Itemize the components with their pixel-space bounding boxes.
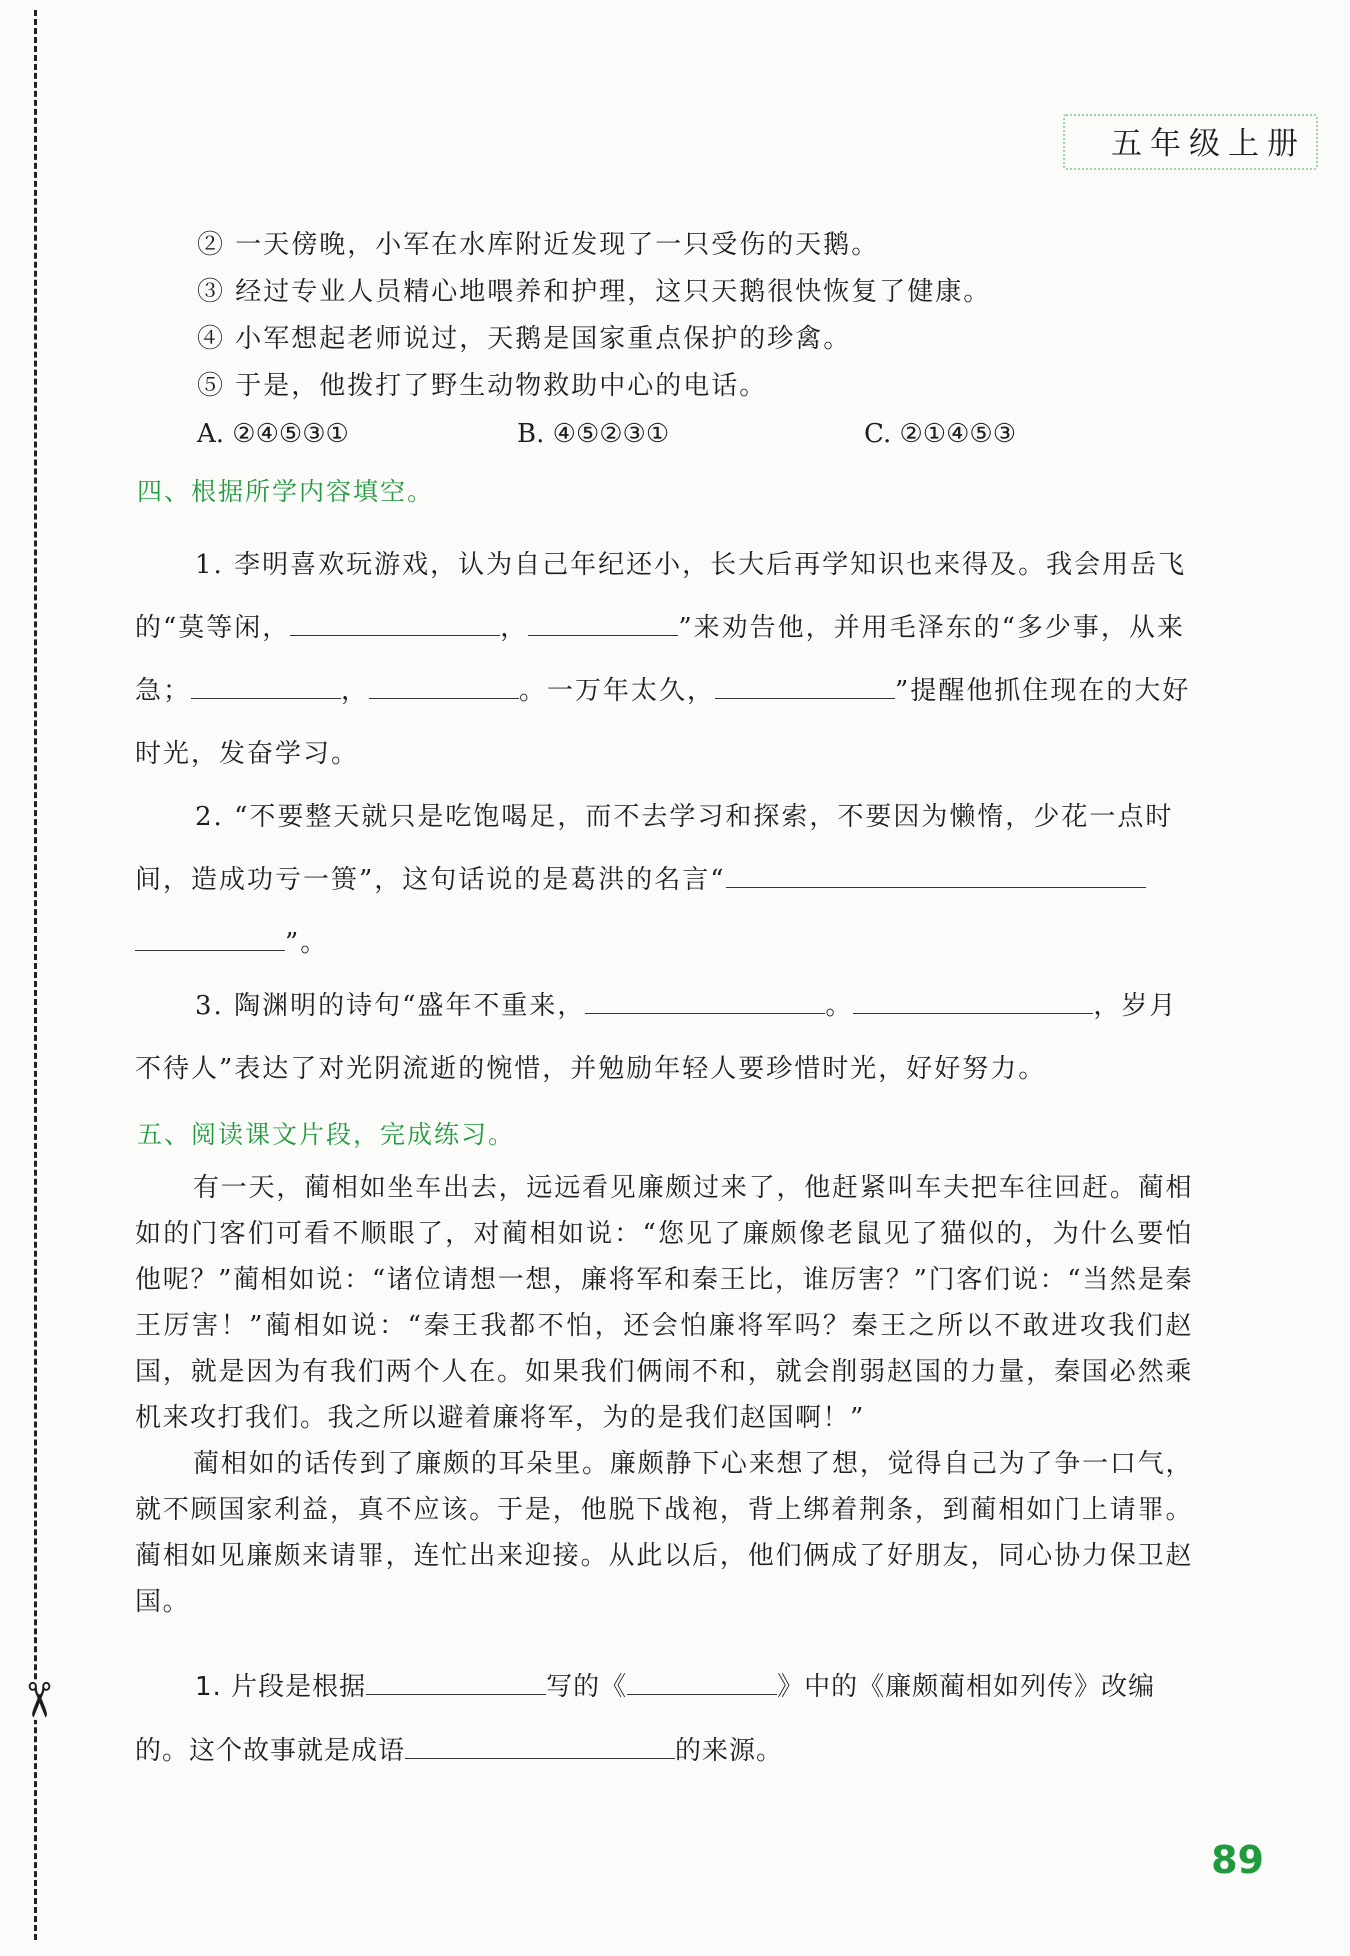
question-text: ”提醒他抓住现在的大好时光，发奋学习。	[135, 676, 1191, 769]
answer-choices	[197, 410, 1193, 458]
section-5-title: 五、阅读课文片段，完成练习。	[137, 1120, 516, 1149]
order-item: ③ 经过专业人员精心地喂养和护理，这只天鹅很快恢复了健康。	[197, 277, 992, 307]
order-item: ② 一天傍晚，小军在水库附近发现了一只受伤的天鹅。	[197, 230, 880, 260]
reading-paragraph: 蔺相如的话传到了廉颇的耳朵里。廉颇静下心来想了想，觉得自己为了争一口气，就不顾国家利益，真不应该。于是，他脱下战袍，背上绑着荆条，到蔺相如门上请罪。蔺相如见廉颇来请罪，连忙出来迎接。从此以后，他们俩成了好朋友，同心协力保卫赵国。	[135, 1449, 1193, 1617]
answer-blank[interactable]	[369, 676, 519, 699]
order-item: ⑤ 于是，他拨打了野生动物救助中心的电话。	[197, 371, 768, 401]
cut-line	[34, 10, 37, 1940]
question-5-1	[135, 1655, 1193, 1783]
question-4-3	[135, 975, 1193, 1101]
question-4-2	[135, 786, 1193, 975]
question-text: ”。	[285, 928, 329, 958]
answer-blank[interactable]	[853, 991, 1093, 1014]
answer-blank[interactable]	[528, 613, 678, 636]
question-text: 的来源。	[675, 1736, 784, 1766]
question-text: 2. “不要整天就只是吃饱喝足，而不去学习和探索，不要因为懒惰，少花一点时间，造成功亏一篑”，这句话说的是葛洪的名言“	[135, 802, 1174, 895]
question-text: 。	[825, 991, 854, 1021]
answer-blank[interactable]	[290, 613, 500, 636]
question-text: 1. 片段是根据	[195, 1672, 367, 1702]
question-text: 1. 李明喜欢玩游戏，认为自己年纪还小，长大后再学知识也来得及。我会用岳飞的“莫等闲，	[135, 550, 1187, 643]
answer-blank[interactable]	[726, 865, 1146, 888]
question-text: ，岁月不待人”表达了对光阴流逝的惋惜，并勉励年轻人要珍惜时光，好好努力。	[135, 991, 1178, 1084]
answer-blank[interactable]	[627, 1672, 777, 1695]
answer-blank[interactable]	[366, 1672, 546, 1695]
question-text: ”来劝告他，并用毛泽东的“多少事，从来急；	[135, 613, 1185, 706]
answer-blank[interactable]	[405, 1736, 675, 1759]
question-text: ，	[341, 676, 370, 706]
choice-a[interactable]: A. ②④⑤③①	[197, 419, 349, 449]
answer-blank[interactable]	[191, 676, 341, 699]
answer-blank[interactable]	[585, 991, 825, 1014]
question-text: 写的《	[546, 1672, 628, 1702]
choice-c[interactable]: C. ②①④⑤③	[864, 419, 1017, 449]
scissors-icon: ✂	[10, 1679, 67, 1721]
page-number: 89	[1211, 1838, 1264, 1882]
question-text: 。一万年太久，	[519, 676, 716, 706]
grade-label: 五年级上册	[1063, 114, 1318, 170]
choice-b[interactable]: B. ④⑤②③①	[517, 419, 670, 449]
question-text: ，	[500, 613, 529, 643]
section-4-title: 四、根据所学内容填空。	[137, 477, 435, 506]
order-item: ④ 小军想起老师说过，天鹅是国家重点保护的珍禽。	[197, 324, 852, 354]
answer-blank[interactable]	[715, 676, 895, 699]
page-content	[135, 222, 1193, 1783]
question-text: 》中的《廉颇蔺相如列传》改编的。这个故事就是成语	[135, 1672, 1156, 1766]
answer-blank[interactable]	[135, 928, 285, 951]
question-text: 3. 陶渊明的诗句“盛年不重来，	[195, 991, 586, 1021]
reading-paragraph: 有一天，蔺相如坐车出去，远远看见廉颇过来了，他赶紧叫车夫把车往回赶。蔺相如的门客们可看不顺眼了，对蔺相如说：“您见了廉颇像老鼠见了猫似的，为什么要怕他呢？”蔺相如说：“诸位请想一想，廉将军和秦王比，谁厉害？”门客们说：“当然是秦王厉害！”蔺相如说：“秦王我都不怕，还会怕廉将军吗？秦王之所以不敢进攻我们赵国，就是因为有我们两个人在。如果我们俩闹不和，就会削弱赵国的力量，秦国必然乘机来攻打我们。我之所以避着廉将军，为的是我们赵国啊！”	[135, 1173, 1193, 1433]
question-4-1	[135, 534, 1193, 786]
